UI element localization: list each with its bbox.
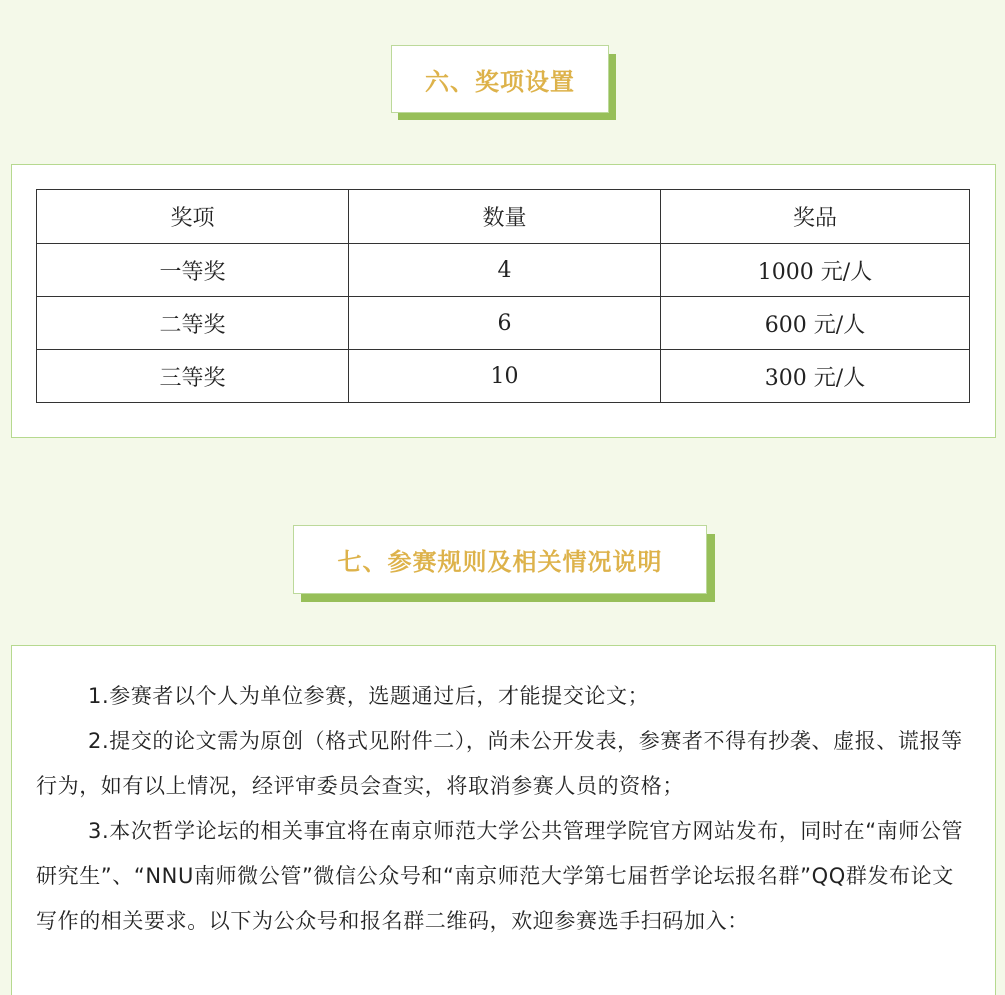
table-row: [37, 297, 970, 350]
cell-quantity: 4: [349, 244, 661, 297]
table-row: [37, 350, 970, 403]
cell-reward: 600 元/人: [661, 297, 970, 350]
section6-heading: 六、奖项设置: [391, 45, 609, 113]
rules-panel: [11, 645, 996, 995]
cell-prize-type: 三等奖: [37, 350, 349, 403]
cell-prize-type: 二等奖: [37, 297, 349, 350]
cell-quantity: 10: [349, 350, 661, 403]
header-prize-type: 奖项: [37, 190, 349, 244]
rule-item-3: 3.本次哲学论坛的相关事宜将在南京师范大学公共管理学院官方网站发布，同时在“南师公管研究生”、“NNU南师微公管”微信公众号和“南京师范大学第七届哲学论坛报名群”QQ群发布论文写作的相关要求。以下为公众号和报名群二维码，欢迎参赛选手扫码加入：: [36, 819, 964, 933]
prize-panel: [11, 164, 996, 438]
cell-prize-type: 一等奖: [37, 244, 349, 297]
rule-item-1: 1.参赛者以个人为单位参赛，选题通过后，才能提交论文；: [88, 684, 650, 708]
table-header-row: [37, 190, 970, 244]
header-reward: 奖品: [661, 190, 970, 244]
cell-reward: 1000 元/人: [661, 244, 970, 297]
table-row: [37, 244, 970, 297]
header-quantity: 数量: [349, 190, 661, 244]
cell-reward: 300 元/人: [661, 350, 970, 403]
cell-quantity: 6: [349, 297, 661, 350]
section7-heading: 七、参赛规则及相关情况说明: [293, 525, 707, 594]
prize-table: [36, 189, 970, 403]
rules-list: [36, 674, 972, 944]
rule-item-2: 2.提交的论文需为原创（格式见附件二），尚未公开发表，参赛者不得有抄袭、虚报、谎报等行为，如有以上情况，经评审委员会查实，将取消参赛人员的资格；: [36, 729, 963, 798]
